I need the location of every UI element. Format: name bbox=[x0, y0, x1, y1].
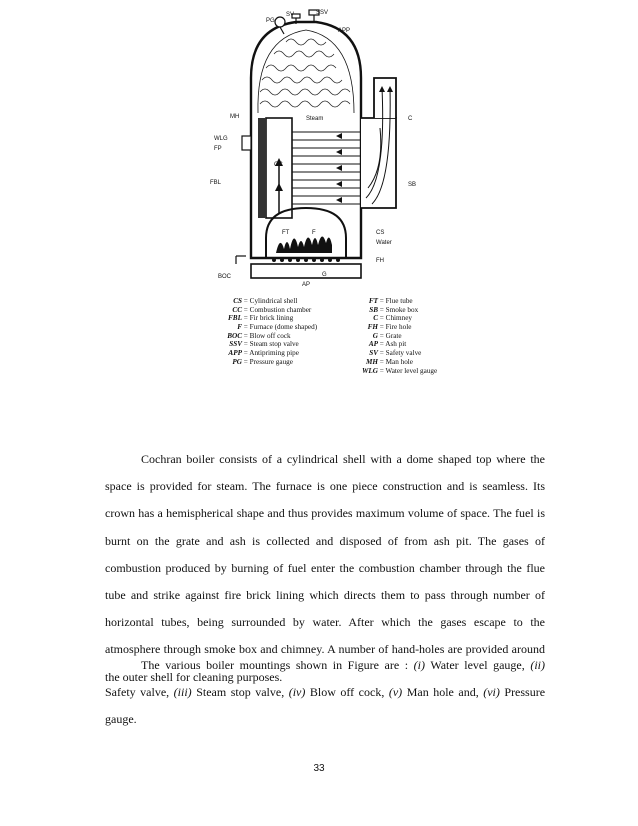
label-wlg: WLG bbox=[214, 136, 228, 142]
label-ft: FT bbox=[282, 230, 290, 236]
label-app: APP bbox=[338, 28, 351, 34]
legend-item: APP = Antipriming pipe bbox=[228, 349, 299, 358]
label-ssv: SSV bbox=[316, 10, 329, 16]
legend-item: G = Grate bbox=[372, 331, 402, 340]
label-f: F bbox=[312, 230, 316, 236]
label-water: Water bbox=[376, 240, 392, 246]
grate bbox=[272, 258, 340, 262]
label-fbl: FBL bbox=[210, 180, 222, 186]
legend-left bbox=[216, 297, 317, 367]
mountings-lead: The various boiler mountings shown in Figure are : bbox=[141, 658, 409, 672]
legend-item: CC = Combustion chamber bbox=[232, 305, 312, 314]
label-boc: BOC bbox=[218, 274, 232, 280]
label-cc: CC bbox=[274, 162, 283, 168]
paragraph-mountings: The various boiler mountings shown in Figure are : (i) Water level gauge, (ii) Safety valve, (iii) Steam stop valve, (iv) Blow off cock, (v) Man hole and, (vi) Pressure gauge. bbox=[105, 658, 546, 727]
chimney bbox=[374, 78, 396, 118]
fire-brick-lining bbox=[258, 118, 266, 218]
label-ap: AP bbox=[302, 282, 311, 288]
label-pg: PG bbox=[266, 18, 275, 24]
legend-item: WLG = Water level gauge bbox=[362, 366, 438, 375]
legend-item: MH = Man hole bbox=[366, 357, 413, 366]
legend-right bbox=[348, 297, 437, 375]
legend-item: C = Chimney bbox=[373, 314, 413, 323]
label-fh: FH bbox=[376, 258, 384, 264]
legend-item: F = Furnace (dome shaped) bbox=[237, 323, 318, 332]
label-sb: SB bbox=[408, 182, 417, 188]
legend-item: SV = Safety valve bbox=[369, 349, 422, 358]
label-steam: Steam bbox=[306, 116, 324, 122]
ash-pit bbox=[251, 264, 361, 278]
legend-item: FT = Flue tube bbox=[368, 297, 413, 305]
label-c: C bbox=[408, 116, 413, 122]
page-number: 33 bbox=[313, 763, 325, 774]
label-fp: FP bbox=[214, 146, 222, 152]
legend-item: CS = Cylindrical shell bbox=[233, 297, 298, 305]
label-cs: CS bbox=[376, 230, 385, 236]
legend-item: PG = Pressure gauge bbox=[232, 357, 293, 366]
label-mh: MH bbox=[230, 114, 240, 120]
legend-item: FH = Fire hole bbox=[367, 323, 412, 332]
legend-item: BOC = Blow off cock bbox=[227, 331, 291, 340]
label-g: G bbox=[322, 272, 327, 278]
paragraph-1-text: Cochran boiler consists of a cylindrical shell with a dome shaped top where the space is provided for steam. The furnace is one piece construction and is seamless. Its crown has a hemispherical shape and thus provides maximum volume of space. The fuel is burnt on the grate and ash is collected and disposed of from ash pit. The gases of combustion produced by burning of fuel enter the combustion chamber through the flue tube and strike against fire brick lining which directs them to pass through number of horizontal tubes, being surrounded by water. After which the gases escape to the atmosphere through smoke box and chimney. A number of hand-holes are provided around the outer shell for cleaning purposes. bbox=[105, 452, 545, 684]
legend-item: SSV = Steam stop valve bbox=[229, 340, 299, 349]
label-sv: SV bbox=[286, 12, 295, 18]
legend-item: SB = Smoke box bbox=[369, 305, 419, 314]
legend-item: FBL = Fir brick lining bbox=[228, 314, 294, 323]
legend-item: AP = Ash pit bbox=[368, 340, 407, 349]
